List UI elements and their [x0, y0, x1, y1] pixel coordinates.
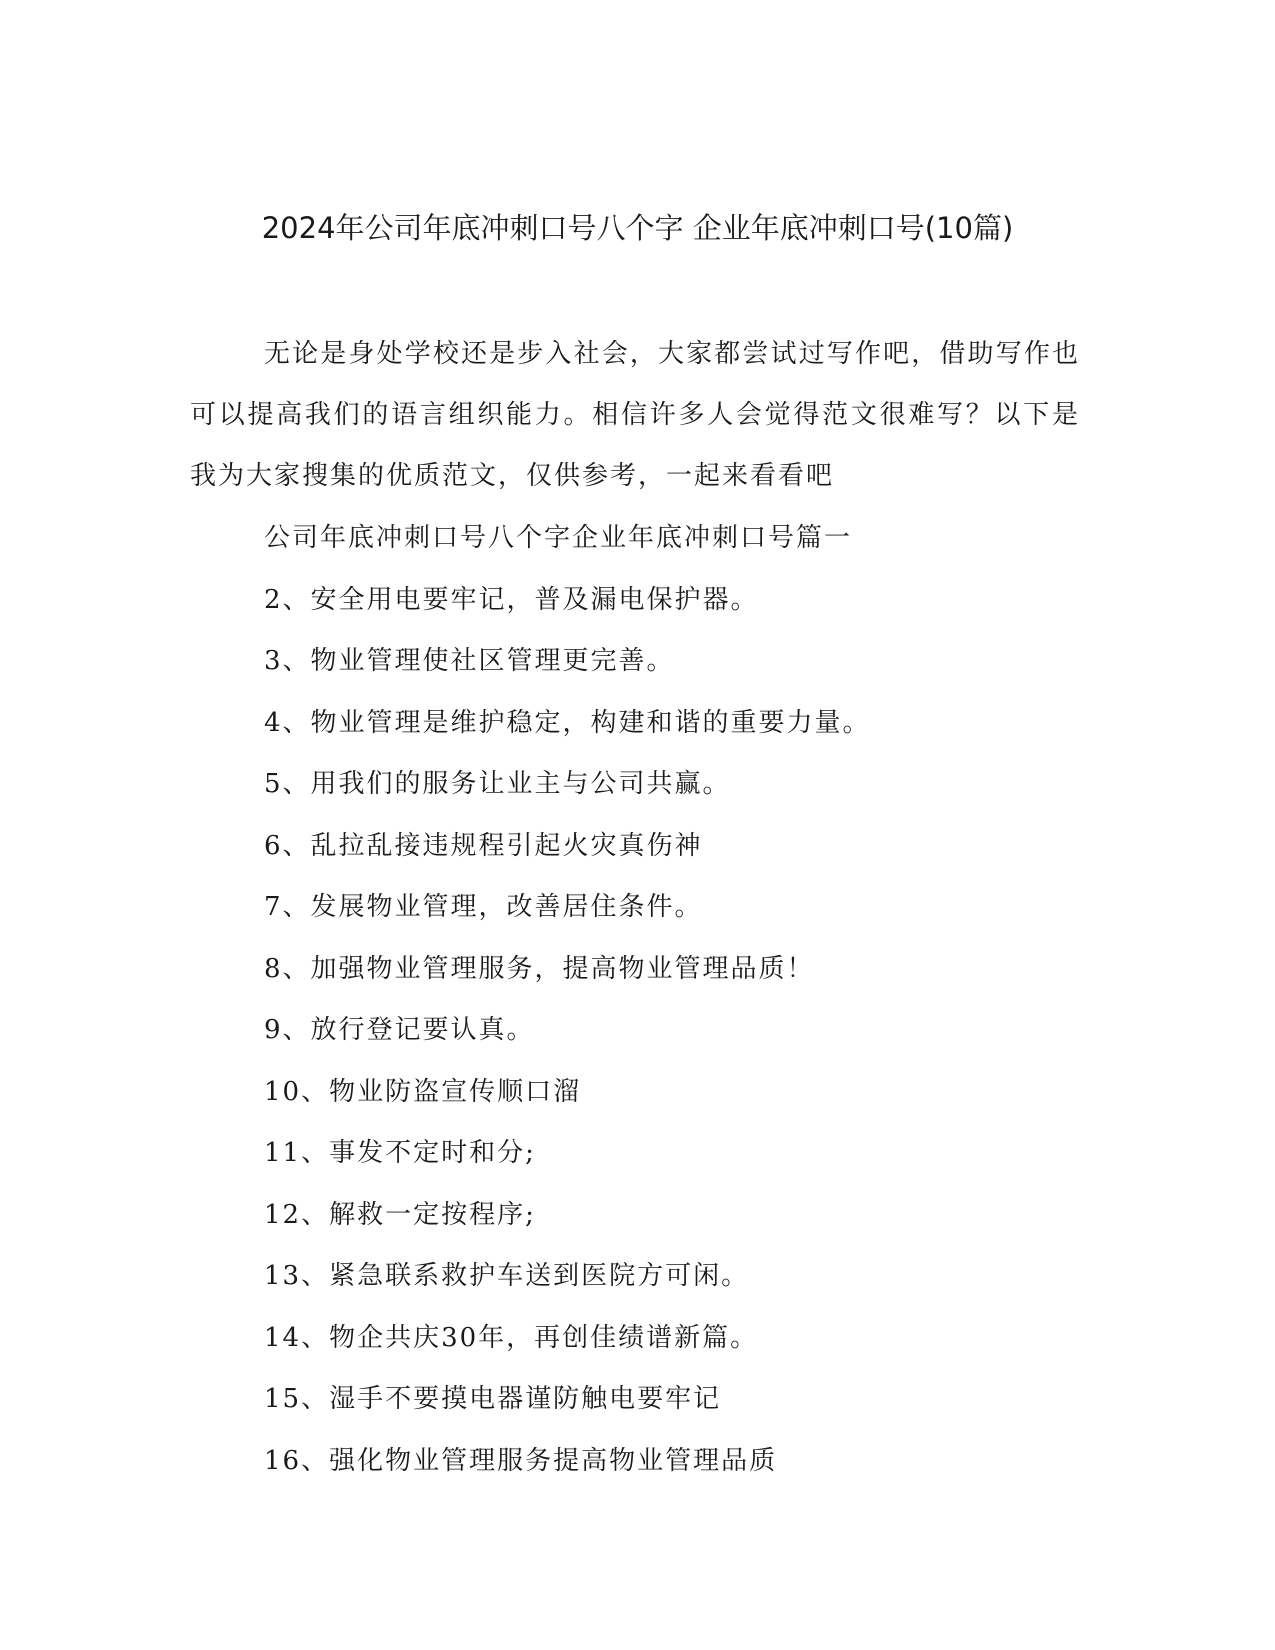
document-title: 2024年公司年底冲刺口号八个字 企业年底冲刺口号(10篇): [261, 211, 1014, 245]
list-item: 3、物业管理使社区管理更完善。: [264, 646, 675, 676]
list-item: 13、紧急联系救护车送到医院方可闲。: [264, 1261, 750, 1291]
list-item: 2、安全用电要牢记，普及漏电保护器。: [264, 584, 759, 615]
intro-paragraph: 无论是身处学校还是步入社会，大家都尝试过写作吧，借助写作也可以提高我们的语言组织能力。相信许多人会觉得范文很难写？以下是我为大家搜集的优质范文，仅供参考，一起来看看吧: [190, 339, 1080, 491]
list-item: 5、用我们的服务让业主与公司共赢。: [264, 769, 731, 799]
list-item: 12、解救一定按程序;: [264, 1199, 536, 1230]
slogan-list: [264, 508, 1084, 1492]
list-item: 14、物企共庆30年，再创佳绩谱新篇。: [264, 1322, 759, 1353]
list-item: 11、事发不定时和分;: [264, 1138, 536, 1168]
list-item: 8、加强物业管理服务，提高物业管理品质！: [264, 953, 815, 984]
section-heading: 公司年底冲刺口号八个字企业年底冲刺口号篇一: [264, 523, 853, 553]
list-item: 4、物业管理是维护稳定，构建和谐的重要力量。: [264, 707, 871, 738]
list-item: 15、湿手不要摸电器谨防触电要牢记: [264, 1384, 722, 1414]
list-item: 9、放行登记要认真。: [264, 1015, 535, 1045]
list-item: 7、发展物业管理，改善居住条件。: [264, 892, 703, 922]
list-item: 10、物业防盗宣传顺口溜: [264, 1076, 582, 1107]
list-item: 6、乱拉乱接违规程引起火灾真伤神: [264, 830, 703, 861]
list-item: 16、强化物业管理服务提高物业管理品质: [264, 1445, 778, 1476]
